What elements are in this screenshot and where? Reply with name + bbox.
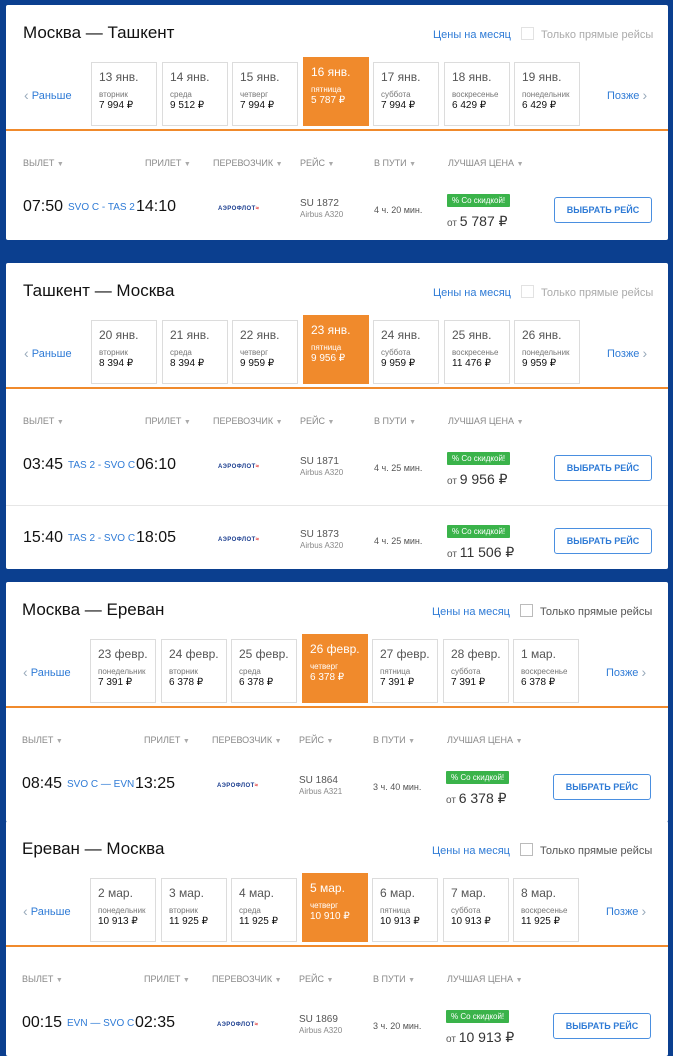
aeroflot-logo: АЭРОФЛОТ≈ (218, 206, 260, 212)
date-option[interactable] (443, 878, 509, 942)
date-label: 24 янв. (381, 328, 421, 342)
column-arrival[interactable]: ПРИЛЕТ ▼ (145, 416, 191, 426)
flight-number: SU 1869 (299, 1014, 338, 1025)
best-price: от 9 956 ₽ (447, 471, 508, 487)
date-price: 7 994 ₽ (99, 100, 134, 111)
aircraft-type: Airbus A320 (300, 541, 344, 550)
date-label: 18 янв. (452, 70, 492, 84)
date-option[interactable] (513, 878, 579, 942)
date-option[interactable] (231, 878, 297, 942)
weekday-label: четверг (310, 901, 338, 910)
select-flight-button[interactable]: ВЫБРАТЬ РЕЙС (554, 528, 652, 554)
weekday-label: воскресенье (521, 667, 568, 676)
direct-only-checkbox[interactable] (520, 843, 533, 856)
date-label: 17 янв. (381, 70, 421, 84)
aircraft-type: Airbus A320 (300, 468, 344, 477)
chevron-right-icon: › (642, 87, 648, 103)
flight-duration: 4 ч. 25 мин. (374, 536, 423, 546)
flight-duration: 4 ч. 20 мин. (374, 205, 423, 215)
weekday-label: среда (239, 667, 261, 676)
date-price: 9 959 ₽ (381, 358, 416, 369)
month-prices-link[interactable]: Цены на месяц (433, 29, 511, 41)
weekday-label: понедельник (522, 90, 570, 99)
flight-duration: 4 ч. 25 мин. (374, 463, 423, 473)
route-title: Ереван — Москва (22, 839, 165, 858)
flight-row (6, 991, 668, 1056)
select-flight-button[interactable]: ВЫБРАТЬ РЕЙС (554, 197, 652, 223)
date-label: 23 февр. (98, 647, 148, 661)
column-carrier[interactable]: ПЕРЕВОЗЧИК ▼ (212, 974, 282, 984)
aircraft-type: Airbus A320 (299, 1026, 343, 1035)
date-option[interactable] (90, 639, 156, 703)
discount-badge: % Со скидкой! (447, 194, 510, 207)
date-label: 15 янв. (240, 70, 280, 84)
flight-number: SU 1864 (299, 775, 338, 786)
route-header (6, 582, 668, 708)
arrival-time: 18:05 (136, 529, 177, 546)
weekday-label: воскресенье (452, 90, 499, 99)
date-label: 20 янв. (99, 328, 139, 342)
date-label: 25 февр. (239, 647, 289, 661)
chevron-left-icon: ‹ (24, 345, 29, 361)
direct-only-label[interactable]: Только прямые рейсы (541, 287, 654, 299)
best-price: от 5 787 ₽ (447, 213, 508, 229)
flight-row (6, 433, 668, 505)
route-title: Москва — Ташкент (23, 23, 175, 42)
weekday-label: суббота (381, 90, 411, 99)
discount-badge: % Со скидкой! (447, 452, 510, 465)
chevron-left-icon: ‹ (23, 664, 28, 680)
route-header (6, 263, 668, 389)
month-prices-link[interactable]: Цены на месяц (432, 606, 510, 618)
sort-arrow-icon: ▼ (183, 161, 191, 168)
date-option[interactable] (373, 62, 439, 126)
date-label: 6 мар. (380, 886, 415, 900)
sort-arrow-icon: ▼ (55, 977, 63, 984)
sort-arrow-icon: ▼ (515, 738, 523, 745)
column-carrier[interactable]: ПЕРЕВОЗЧИК ▼ (213, 158, 283, 168)
aircraft-type: Airbus A321 (299, 787, 343, 796)
chevron-right-icon: › (642, 345, 648, 361)
date-price: 7 391 ₽ (451, 677, 486, 688)
select-flight-button[interactable]: ВЫБРАТЬ РЕЙС (553, 774, 651, 800)
date-option[interactable] (91, 62, 157, 126)
date-price: 8 394 ₽ (99, 358, 134, 369)
route-header (6, 5, 668, 131)
sort-arrow-icon: ▼ (327, 419, 335, 426)
date-price: 7 994 ₽ (381, 100, 416, 111)
date-option[interactable] (514, 62, 580, 126)
departure-time: 03:45 (23, 456, 64, 473)
earlier-dates-button[interactable]: ‹ Раньше (24, 345, 72, 361)
date-price: 6 429 ₽ (522, 100, 557, 111)
column-best-price[interactable]: ЛУЧШАЯ ЦЕНА ▼ (448, 158, 524, 168)
date-price: 7 994 ₽ (240, 100, 275, 111)
date-price: 9 959 ₽ (522, 358, 557, 369)
date-label: 8 мар. (521, 886, 556, 900)
column-best-price[interactable]: ЛУЧШАЯ ЦЕНА ▼ (448, 416, 524, 426)
flight-duration: 3 ч. 20 мин. (373, 1021, 422, 1031)
date-price: 9 956 ₽ (311, 353, 346, 364)
route-card (6, 5, 668, 240)
discount-badge: % Со скидкой! (447, 525, 510, 538)
departure-time: 15:40 (23, 529, 64, 546)
date-label: 4 мар. (239, 886, 274, 900)
date-option[interactable] (161, 878, 227, 942)
date-price: 11 925 ₽ (239, 916, 278, 927)
weekday-label: пятница (380, 667, 411, 676)
sort-arrow-icon: ▼ (275, 161, 283, 168)
column-headers (6, 389, 668, 433)
date-option[interactable] (162, 62, 228, 126)
sort-arrow-icon: ▼ (408, 977, 416, 984)
sort-arrow-icon: ▼ (274, 738, 282, 745)
weekday-label: воскресенье (521, 906, 568, 915)
date-price: 9 512 ₽ (170, 100, 205, 111)
sort-arrow-icon: ▼ (56, 419, 64, 426)
direct-only-checkbox[interactable] (521, 27, 534, 40)
column-headers (6, 131, 668, 175)
sort-arrow-icon: ▼ (183, 419, 191, 426)
weekday-label: пятница (380, 906, 411, 915)
weekday-label: пятница (311, 85, 342, 94)
month-prices-link[interactable]: Цены на месяц (433, 287, 511, 299)
column-flight[interactable]: РЕЙС ▼ (299, 974, 334, 984)
sort-arrow-icon: ▼ (515, 977, 523, 984)
weekday-label: среда (170, 348, 192, 357)
weekday-label: вторник (169, 667, 198, 676)
route-card (6, 821, 668, 1056)
best-price-value: 9 956 ₽ (459, 471, 508, 487)
departure-time: 08:45 (22, 775, 63, 792)
best-price-value: 11 506 ₽ (459, 544, 515, 560)
date-label: 22 янв. (240, 328, 280, 342)
sort-arrow-icon: ▼ (182, 738, 190, 745)
best-price: от 10 913 ₽ (446, 1029, 515, 1045)
date-label: 14 янв. (170, 70, 210, 84)
airport-codes[interactable]: TAS 2 - SVO C (68, 460, 136, 471)
flight-row (6, 175, 668, 240)
chevron-left-icon: ‹ (24, 87, 29, 103)
date-price: 6 378 ₽ (310, 672, 345, 683)
date-price: 10 913 ₽ (98, 916, 138, 927)
later-dates-button[interactable]: Позже › (607, 345, 648, 361)
best-price-value: 10 913 ₽ (458, 1029, 515, 1045)
discount-badge: % Со скидкой! (446, 1010, 509, 1023)
sort-arrow-icon: ▼ (326, 738, 334, 745)
date-price: 7 391 ₽ (380, 677, 415, 688)
aeroflot-logo: АЭРОФЛОТ≈ (218, 537, 260, 543)
later-dates-button[interactable]: Позже › (606, 903, 647, 919)
sort-arrow-icon: ▼ (409, 161, 417, 168)
direct-only-checkbox[interactable] (521, 285, 534, 298)
date-label: 13 янв. (99, 70, 139, 84)
column-arrival[interactable]: ПРИЛЕТ ▼ (145, 158, 191, 168)
date-option[interactable] (232, 62, 298, 126)
date-label: 19 янв. (522, 70, 562, 84)
column-departure[interactable]: ВЫЛЕТ ▼ (23, 158, 64, 168)
sort-arrow-icon: ▼ (516, 161, 524, 168)
column-flight[interactable]: РЕЙС ▼ (300, 158, 335, 168)
weekday-label: четверг (310, 662, 338, 671)
date-price: 5 787 ₽ (311, 95, 346, 106)
date-option[interactable] (231, 639, 297, 703)
column-departure[interactable]: ВЫЛЕТ ▼ (22, 974, 63, 984)
later-dates-button[interactable]: Позже › (606, 664, 647, 680)
date-price: 10 913 ₽ (451, 916, 491, 927)
date-price: 7 391 ₽ (98, 677, 133, 688)
date-label: 25 янв. (452, 328, 492, 342)
column-carrier[interactable]: ПЕРЕВОЗЧИК ▼ (212, 735, 282, 745)
column-best-price[interactable]: ЛУЧШАЯ ЦЕНА ▼ (447, 974, 523, 984)
column-departure[interactable]: ВЫЛЕТ ▼ (23, 416, 64, 426)
later-dates-button[interactable]: Позже › (607, 87, 648, 103)
column-headers (6, 708, 668, 752)
weekday-label: вторник (99, 348, 128, 357)
flight-number: SU 1871 (300, 456, 339, 467)
column-arrival[interactable]: ПРИЛЕТ ▼ (144, 974, 190, 984)
date-label: 24 февр. (169, 647, 219, 661)
sort-arrow-icon: ▼ (408, 738, 416, 745)
airport-codes[interactable]: EVN — SVO C (67, 1018, 135, 1029)
flight-number: SU 1872 (300, 198, 339, 209)
date-option[interactable] (162, 320, 228, 384)
date-option[interactable] (303, 57, 369, 126)
arrival-time: 02:35 (135, 1014, 176, 1031)
arrival-time: 06:10 (136, 456, 177, 473)
select-flight-button[interactable]: ВЫБРАТЬ РЕЙС (553, 1013, 651, 1039)
date-label: 1 мар. (521, 647, 556, 661)
date-option[interactable] (302, 873, 368, 942)
weekday-label: суббота (451, 906, 481, 915)
weekday-label: суббота (451, 667, 481, 676)
sort-arrow-icon: ▼ (409, 419, 417, 426)
month-prices-link[interactable]: Цены на месяц (432, 845, 510, 857)
airport-codes[interactable]: SVO C — EVN (67, 779, 135, 790)
date-price: 11 476 ₽ (452, 358, 491, 369)
weekday-label: понедельник (98, 906, 146, 915)
column-headers (6, 947, 668, 991)
date-option[interactable] (373, 320, 439, 384)
departure-time: 07:50 (23, 198, 64, 215)
date-price: 6 378 ₽ (239, 677, 274, 688)
weekday-label: вторник (99, 90, 128, 99)
date-price: 6 429 ₽ (452, 100, 487, 111)
route-card (6, 582, 668, 822)
direct-only-checkbox[interactable] (520, 604, 533, 617)
date-option[interactable] (514, 320, 580, 384)
date-price: 6 378 ₽ (521, 677, 556, 688)
weekday-label: вторник (169, 906, 198, 915)
date-label: 7 мар. (451, 886, 486, 900)
column-arrival[interactable]: ПРИЛЕТ ▼ (144, 735, 190, 745)
date-option[interactable] (90, 878, 156, 942)
chevron-right-icon: › (641, 903, 647, 919)
sort-arrow-icon: ▼ (56, 161, 64, 168)
weekday-label: понедельник (98, 667, 146, 676)
date-option[interactable] (513, 639, 579, 703)
route-card (6, 263, 668, 569)
sort-arrow-icon: ▼ (55, 738, 63, 745)
flight-duration: 3 ч. 40 мин. (373, 782, 422, 792)
weekday-label: среда (239, 906, 261, 915)
date-label: 26 февр. (310, 642, 360, 656)
date-option[interactable] (232, 320, 298, 384)
aircraft-type: Airbus A320 (300, 210, 344, 219)
sort-arrow-icon: ▼ (326, 977, 334, 984)
date-option[interactable] (372, 878, 438, 942)
best-price-value: 5 787 ₽ (459, 213, 508, 229)
date-option[interactable] (444, 62, 510, 126)
airport-codes[interactable]: SVO C - TAS 2 (68, 202, 135, 213)
best-price-value: 6 378 ₽ (458, 790, 507, 806)
weekday-label: суббота (381, 348, 411, 357)
weekday-label: четверг (240, 348, 268, 357)
sort-arrow-icon: ▼ (327, 161, 335, 168)
date-option[interactable] (91, 320, 157, 384)
date-price: 11 925 ₽ (169, 916, 208, 927)
sort-arrow-icon: ▼ (274, 977, 282, 984)
date-option[interactable] (443, 639, 509, 703)
weekday-label: четверг (240, 90, 268, 99)
date-price: 8 394 ₽ (170, 358, 205, 369)
date-label: 23 янв. (311, 323, 351, 337)
date-option[interactable] (161, 639, 227, 703)
date-option[interactable] (302, 634, 368, 703)
aeroflot-logo: АЭРОФЛОТ≈ (217, 1022, 259, 1028)
date-option[interactable] (444, 320, 510, 384)
date-price: 6 378 ₽ (169, 677, 204, 688)
flight-number: SU 1873 (300, 529, 339, 540)
flight-row (6, 505, 668, 569)
column-flight[interactable]: РЕЙС ▼ (300, 416, 335, 426)
arrival-time: 14:10 (136, 198, 177, 215)
route-title: Москва — Ереван (22, 600, 165, 619)
column-carrier[interactable]: ПЕРЕВОЗЧИК ▼ (213, 416, 283, 426)
route-title: Ташкент — Москва (23, 281, 175, 300)
column-departure[interactable]: ВЫЛЕТ ▼ (22, 735, 63, 745)
date-label: 21 янв. (170, 328, 210, 342)
date-label: 2 мар. (98, 886, 133, 900)
select-flight-button[interactable]: ВЫБРАТЬ РЕЙС (554, 455, 652, 481)
weekday-label: среда (170, 90, 192, 99)
date-label: 28 февр. (451, 647, 501, 661)
column-duration[interactable]: В ПУТИ ▼ (373, 735, 416, 745)
date-price: 9 959 ₽ (240, 358, 275, 369)
date-label: 26 янв. (522, 328, 562, 342)
sort-arrow-icon: ▼ (275, 419, 283, 426)
date-option[interactable] (303, 315, 369, 384)
sort-arrow-icon: ▼ (182, 977, 190, 984)
direct-only-label[interactable]: Только прямые рейсы (540, 606, 653, 618)
sort-arrow-icon: ▼ (516, 419, 524, 426)
date-price: 10 910 ₽ (310, 911, 350, 922)
arrival-time: 13:25 (135, 775, 176, 792)
direct-only-label[interactable]: Только прямые рейсы (540, 845, 653, 857)
column-duration[interactable]: В ПУТИ ▼ (374, 158, 417, 168)
date-option[interactable] (372, 639, 438, 703)
chevron-left-icon: ‹ (23, 903, 28, 919)
date-price: 11 925 ₽ (521, 916, 560, 927)
aeroflot-logo: АЭРОФЛОТ≈ (218, 464, 260, 470)
best-price: от 11 506 ₽ (447, 544, 515, 560)
weekday-label: воскресенье (452, 348, 499, 357)
date-price: 10 913 ₽ (380, 916, 420, 927)
direct-only-label[interactable]: Только прямые рейсы (541, 29, 654, 41)
flight-row (6, 752, 668, 822)
column-duration[interactable]: В ПУТИ ▼ (374, 416, 417, 426)
earlier-dates-button[interactable]: ‹ Раньше (23, 903, 71, 919)
chevron-right-icon: › (641, 664, 647, 680)
earlier-dates-button[interactable]: ‹ Раньше (23, 664, 71, 680)
weekday-label: понедельник (522, 348, 570, 357)
date-label: 27 февр. (380, 647, 430, 661)
route-header (6, 821, 668, 947)
departure-time: 00:15 (22, 1014, 63, 1031)
date-label: 16 янв. (311, 65, 351, 79)
column-duration[interactable]: В ПУТИ ▼ (373, 974, 416, 984)
column-best-price[interactable]: ЛУЧШАЯ ЦЕНА ▼ (447, 735, 523, 745)
column-flight[interactable]: РЕЙС ▼ (299, 735, 334, 745)
weekday-label: пятница (311, 343, 342, 352)
airport-codes[interactable]: TAS 2 - SVO C (68, 533, 136, 544)
earlier-dates-button[interactable]: ‹ Раньше (24, 87, 72, 103)
date-label: 5 мар. (310, 881, 345, 895)
date-label: 3 мар. (169, 886, 204, 900)
aeroflot-logo: АЭРОФЛОТ≈ (217, 783, 259, 789)
discount-badge: % Со скидкой! (446, 771, 509, 784)
best-price: от 6 378 ₽ (446, 790, 507, 806)
